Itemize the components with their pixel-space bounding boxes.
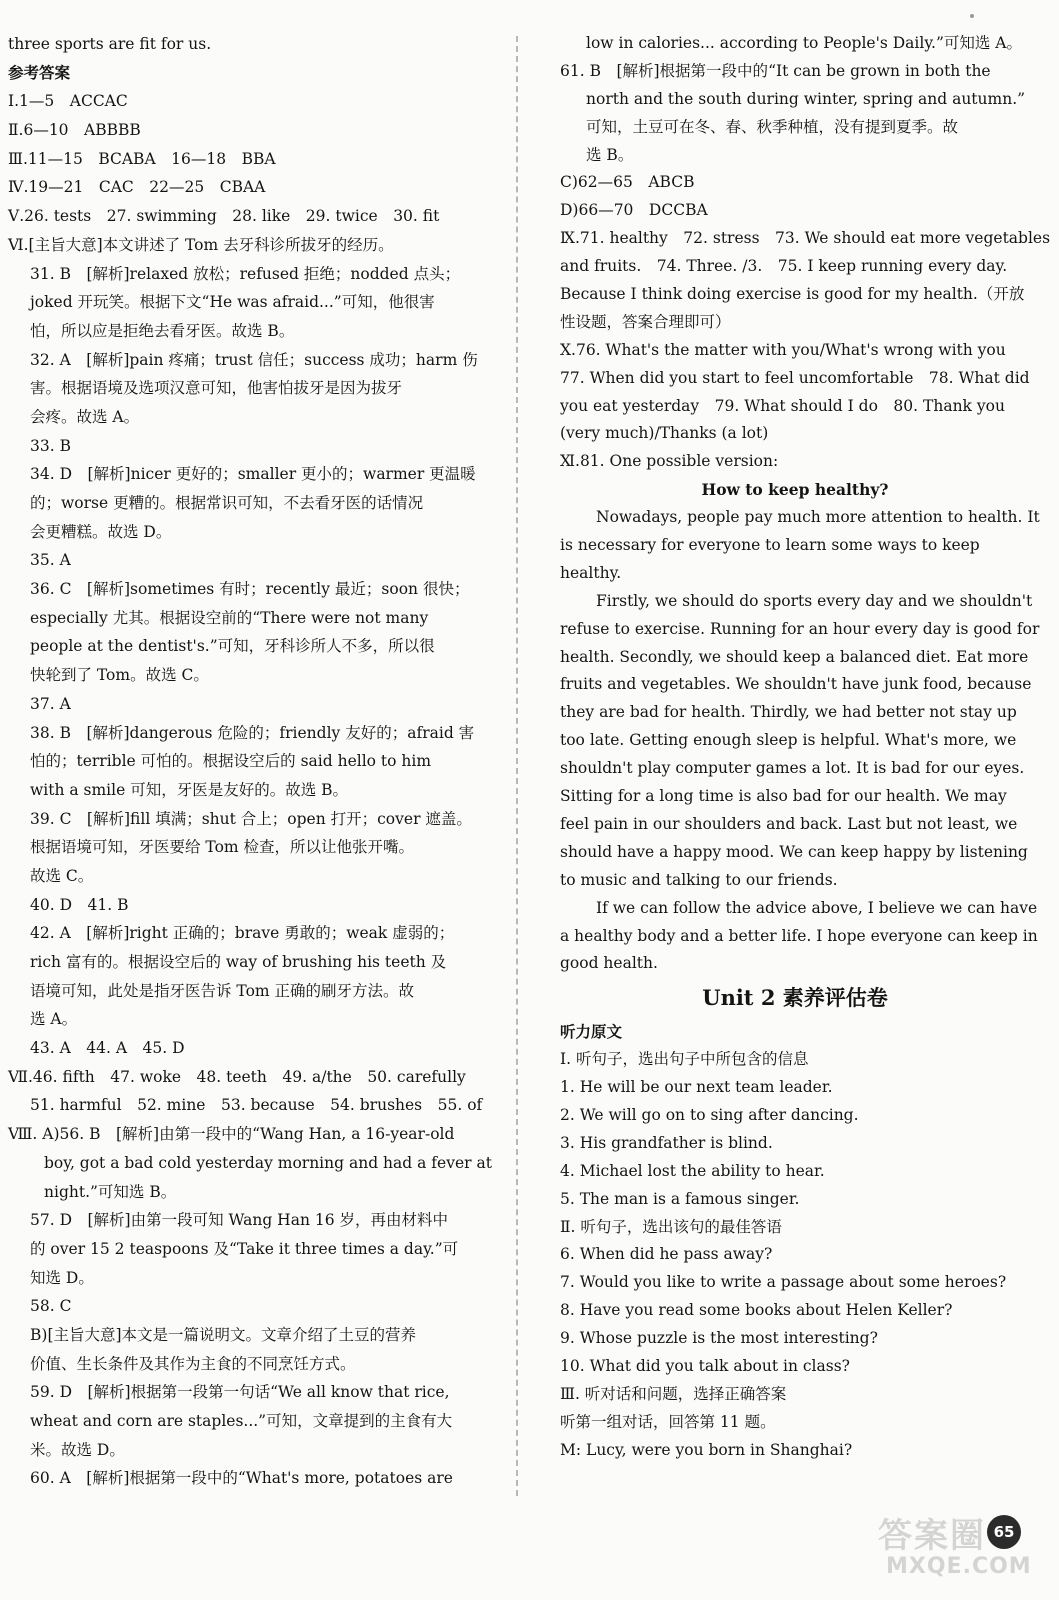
left-text-line: 36. C [解析]sometimes 有时；recently 最近；soon 很快； — [30, 580, 470, 599]
speck — [970, 14, 974, 18]
right-text-line: low in calories... according to People's Daily.”可知选 A。 — [586, 34, 1022, 52]
right-text-line: and fruits. 74. Three. /3. 75. I keep running every day. — [560, 257, 1008, 276]
left-text-line: especially 尤其。根据设空前的“There were not many — [30, 608, 429, 627]
left-text-line: 的；worse 更糟的。根据常识可知，不去看牙医的话情况 — [30, 494, 424, 512]
right-text-line: Firstly, we should do sports every day and we shouldn't — [596, 591, 1033, 610]
right-text-line: fruits and vegetables. We shouldn't have junk food, because — [560, 675, 1032, 694]
right-text-line: 8. Have you read some books about Helen Keller? — [560, 1301, 953, 1320]
left-text-line: 59. D [解析]根据第一段第一句话“We all know that rice, — [30, 1383, 450, 1402]
left-text-line: 快轮到了 Tom。故选 C。 — [30, 666, 209, 685]
right-text-line: is necessary for everyone to learn some ways to keep — [560, 536, 980, 555]
right-text-line: 7. Would you like to write a passage about some heroes? — [560, 1273, 1007, 1292]
right-text-line: (very much)/Thanks (a lot) — [560, 424, 769, 443]
right-text-line: they are bad for health. Thirdly, we had better not stay up — [560, 703, 1017, 722]
right-text-line: 61. B [解析]根据第一段中的“It can be grown in both the — [560, 61, 991, 80]
right-text-line: M: Lucy, were you born in Shanghai? — [560, 1440, 853, 1459]
left-text-line: 故选 C。 — [30, 866, 94, 885]
left-text-line: Ⅳ.19—21 CAC 22—25 CBAA — [8, 178, 266, 197]
left-text-line: Ⅰ.1—5 ACCAC — [8, 92, 128, 111]
left-text-line: 会疼。故选 A。 — [30, 407, 140, 426]
right-text-line: 可知，土豆可在冬、春、秋季种植，没有提到夏季。故 — [586, 117, 959, 136]
left-text-line: 选 A。 — [30, 1010, 78, 1029]
watermark-line2: MXQE.COM — [886, 1554, 1032, 1579]
left-text-line: 怕，所以应是拒绝去看牙医。故选 B。 — [30, 321, 295, 340]
left-text-line: 31. B [解析]relaxed 放松；refused 拒绝；nodded 点头； — [30, 264, 461, 283]
right-text-line: 听第一组对话，回答第 11 题。 — [560, 1412, 776, 1431]
left-text-line: Ⅱ.6—10 ABBBB — [8, 121, 141, 140]
right-column — [560, 30, 1051, 1465]
right-text-line: 77. When did you start to feel uncomfortable 78. What did — [560, 368, 1030, 387]
right-text-line: a healthy body and a better life. I hope everyone can keep in — [560, 926, 1038, 945]
right-text-line: 2. We will go on to sing after dancing. — [560, 1105, 859, 1124]
left-text-line: Ⅴ.26. tests 27. swimming 28. like 29. twice 30. fit — [8, 207, 440, 226]
left-text-line: 58. C — [30, 1297, 72, 1316]
right-text-line: 9. Whose puzzle is the most interesting? — [560, 1329, 878, 1348]
right-text-line: 6. When did he pass away? — [560, 1245, 773, 1264]
right-text-line: you eat yesterday 79. What should I do 80. Thank you — [560, 396, 1005, 415]
left-text-line: 的 over 15 2 teaspoons 及“Take it three times a day.”可 — [30, 1239, 459, 1258]
right-text-line: Ⅱ. 听句子，选出该句的最佳答语 — [560, 1217, 782, 1236]
left-text-line: 34. D [解析]nicer 更好的；smaller 更小的；warmer 更温暖 — [30, 465, 476, 484]
left-text-line: 32. A [解析]pain 疼痛；trust 信任；success 成功；harm 伤 — [30, 350, 478, 369]
left-text-line: 51. harmful 52. mine 53. because 54. brushes 55. of — [30, 1096, 483, 1115]
left-text-line: Ⅲ.11—15 BCABA 16—18 BBA — [8, 149, 276, 168]
left-text-line: 60. A [解析]根据第一段中的“What's more, potatoes are — [30, 1469, 453, 1488]
left-text-line: 39. C [解析]fill 填满；shut 合上；open 打开；cover 遮盖。 — [30, 809, 472, 828]
left-text-line: with a smile 可知，牙医是友好的。故选 B。 — [30, 780, 349, 799]
right-text-line: shouldn't play computer games a lot. It is bad for our eyes. — [560, 759, 1025, 778]
left-text-line: 怕的；terrible 可怕的。根据设空后的 said hello to him — [30, 752, 432, 771]
left-text-line: 37. A — [30, 694, 71, 713]
right-text-line: healthy. — [560, 563, 622, 582]
left-text-line: 35. A — [30, 551, 71, 570]
right-text-line: 4. Michael lost the ability to hear. — [560, 1161, 825, 1180]
right-text-line: 性设题，答案合理即可） — [560, 312, 731, 331]
right-text-line: Nowadays, people pay much more attention to health. It — [596, 508, 1040, 527]
right-text-line: D)66—70 DCCBA — [560, 201, 708, 220]
left-text-line: 38. B [解析]dangerous 危险的；friendly 友好的；afraid 害 — [30, 723, 475, 742]
left-text-line: 57. D [解析]由第一段可知 Wang Han 16 岁，再由材料中 — [30, 1211, 449, 1230]
left-text-line: 根据语境可知，牙医要给 Tom 检查，所以让他张开嘴。 — [30, 838, 415, 857]
right-text-line: 选 B。 — [586, 145, 634, 164]
right-text-line: to music and talking to our friends. — [560, 870, 838, 889]
right-text-line: Ⅺ.81. One possible version: — [560, 452, 779, 471]
left-text-line: 语境可知，此处是指牙医告诉 Tom 正确的刷牙方法。故 — [30, 981, 415, 1000]
right-text-line: Ⅰ. 听句子，选出句子中所包含的信息 — [560, 1050, 809, 1069]
right-text-line: If we can follow the advice above, I believe we can have — [596, 898, 1038, 917]
right-text-line: Ⅲ. 听对话和问题，选择正确答案 — [560, 1384, 787, 1403]
right-text-line: Because I think doing exercise is good for my health.（开放 — [560, 285, 1025, 304]
left-column — [8, 30, 503, 1493]
left-text-line: Ⅷ. A)56. B [解析]由第一段中的“Wang Han, a 16-year-old — [8, 1125, 455, 1144]
right-text-line: too late. Getting enough sleep is helpful. What's more, we — [560, 731, 1017, 750]
right-text-line: How to keep healthy? — [701, 480, 889, 500]
left-text-line: 43. A 44. A 45. D — [30, 1039, 185, 1058]
left-text-line: Ⅶ.46. fifth 47. woke 48. teeth 49. a/the 50. carefully — [8, 1067, 466, 1086]
left-text-line: wheat and corn are staples...”可知，文章提到的主食有大 — [30, 1412, 453, 1430]
right-text-line: 5. The man is a famous singer. — [560, 1189, 800, 1208]
left-text-line: 知选 D。 — [30, 1268, 94, 1287]
right-text-line: 10. What did you talk about in class? — [560, 1356, 850, 1375]
right-text-line: 听力原文 — [560, 1022, 623, 1042]
watermark-line1: 答案圈 — [878, 1516, 986, 1556]
left-text-line: people at the dentist's.”可知，牙科诊所人不多，所以很 — [30, 637, 435, 656]
left-text-line: 害。根据语境及选项汉意可知，他害怕拔牙是因为拔牙 — [30, 379, 403, 398]
right-text-line: Ⅸ.71. healthy 72. stress 73. We should eat more vegetables — [560, 229, 1051, 248]
left-text-line: three sports are fit for us. — [8, 35, 212, 53]
right-text-line: should have a happy mood. We can keep happy by listening — [560, 842, 1028, 861]
left-text-line: 会更糟糕。故选 D。 — [30, 522, 172, 541]
left-text-line: 33. B — [30, 436, 71, 455]
left-text-line: Ⅵ.[主旨大意]本文讲述了 Tom 去牙科诊所拔牙的经历。 — [8, 235, 394, 254]
left-text-line: 米。故选 D。 — [30, 1440, 125, 1459]
right-text-line: health. Secondly, we should keep a balanced diet. Eat more — [560, 647, 1029, 666]
left-text-line: boy, got a bad cold yesterday morning and had a fever at — [44, 1153, 492, 1172]
right-text-line: 3. His grandfather is blind. — [560, 1133, 773, 1152]
right-text-line: Ⅹ.76. What's the matter with you/What's wrong with you — [560, 340, 1006, 359]
right-text-line: good health. — [560, 954, 658, 973]
left-text-line: 42. A [解析]right 正确的；brave 勇敢的；weak 虚弱的； — [30, 924, 455, 943]
right-text-line: refuse to exercise. Running for an hour every day is good for — [560, 619, 1040, 638]
right-text-line: north and the south during winter, spring and autumn.” — [586, 89, 1026, 108]
left-text-line: 参考答案 — [8, 62, 71, 82]
left-text-line: 价值、生长条件及其作为主食的不同烹饪方式。 — [30, 1354, 356, 1373]
column-divider — [516, 36, 518, 1496]
right-text-line: Unit 2 素养评估卷 — [702, 985, 888, 1011]
right-text-line: feel pain in our shoulders and back. Last but not least, we — [560, 814, 1018, 833]
left-text-line: B)[主旨大意]本文是一篇说明文。文章介绍了土豆的营养 — [30, 1325, 417, 1344]
left-text-line: joked 开玩笑。根据下文“He was afraid...”可知，他很害 — [30, 293, 435, 312]
right-text-line: 1. He will be our next team leader. — [560, 1078, 833, 1097]
right-text-line: Sitting for a long time is also bad for our health. We may — [560, 787, 1007, 806]
page-number: 65 — [987, 1515, 1021, 1549]
right-text-line: C)62—65 ABCB — [560, 173, 695, 192]
left-text-line: 40. D 41. B — [30, 895, 129, 914]
left-text-line: night.”可知选 B。 — [44, 1182, 177, 1201]
left-text-line: rich 富有的。根据设空后的 way of brushing his teeth 及 — [30, 953, 447, 971]
